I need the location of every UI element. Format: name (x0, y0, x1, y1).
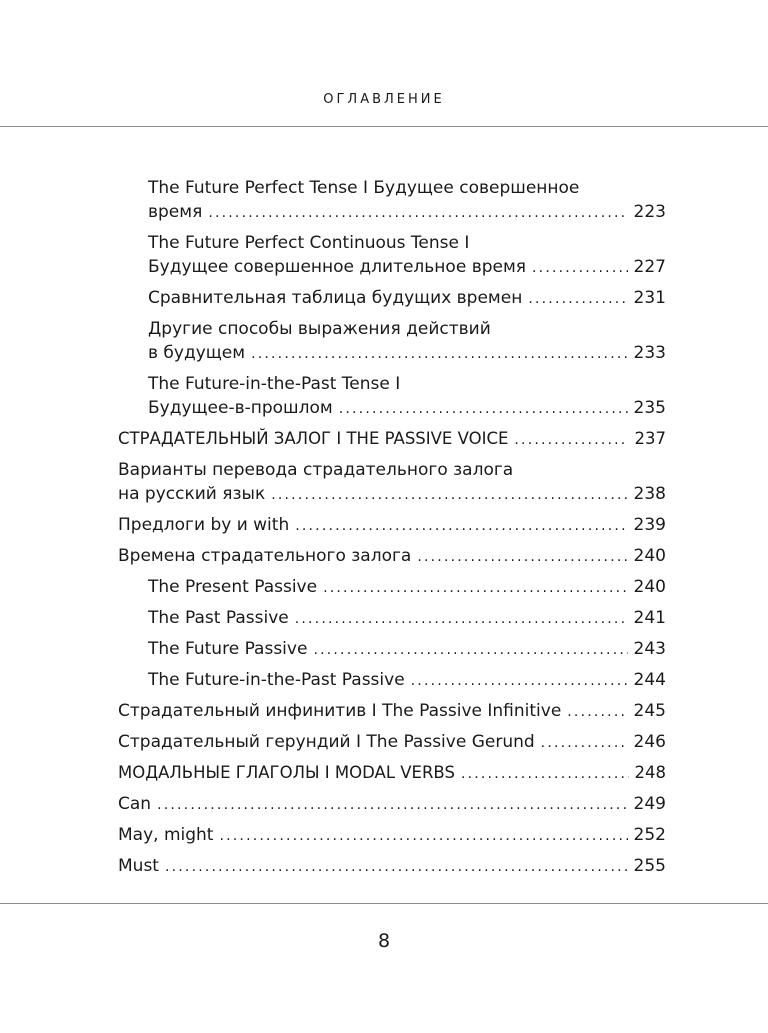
toc-entry-title: Can (118, 794, 152, 814)
toc-page-number: 246 (633, 732, 666, 752)
toc-page-number: 235 (633, 398, 666, 418)
toc-entry-title: СТРАДАТЕЛЬНЫЙ ЗАЛОГ I THE PASSIVE VOICE (118, 429, 509, 448)
toc-entry-title: Сравнительная таблица будущих времен (148, 288, 523, 308)
toc-entry[interactable] (118, 668, 666, 693)
toc-entry-title: Страдательный герундий I The Passive Gerund (118, 732, 535, 752)
toc-entry[interactable] (118, 792, 666, 817)
toc-entry-title: The Future-in-the-Past Passive (148, 670, 405, 690)
toc-page-number: 239 (633, 515, 666, 535)
toc-entry[interactable] (118, 854, 666, 879)
toc-page-number: 252 (633, 825, 666, 845)
page-number: 8 (377, 930, 391, 952)
toc-entry-title: в будущем (148, 343, 246, 363)
toc-entry[interactable] (118, 544, 666, 569)
toc-page-number: 248 (634, 763, 666, 782)
dot-leader (323, 576, 627, 600)
toc-entry[interactable] (118, 231, 666, 280)
dot-leader (251, 342, 627, 366)
dot-leader (313, 638, 627, 662)
toc-entry-title: Будущее-в-прошлом (148, 398, 333, 418)
page-header-title: ОГЛАВЛЕНИЕ (323, 92, 445, 107)
toc-entry[interactable] (118, 513, 666, 538)
toc-entry[interactable] (118, 823, 666, 848)
toc-entry[interactable] (118, 606, 666, 631)
toc-entry-title: Предлоги by и with (118, 515, 290, 535)
toc-entry[interactable] (118, 699, 666, 724)
toc-page-number: 240 (633, 577, 666, 597)
dot-leader (567, 700, 627, 724)
dot-leader (157, 793, 627, 817)
dot-leader (514, 428, 628, 452)
toc-section-entry[interactable] (118, 761, 666, 786)
toc-page-number: 255 (633, 856, 666, 876)
toc-entry-title: The Past Passive (148, 608, 289, 628)
dot-leader (541, 731, 628, 755)
toc-entry-title-line1: The Future-in-the-Past Tense I (148, 374, 401, 394)
toc-entry[interactable] (118, 317, 666, 366)
dot-leader (532, 256, 628, 280)
toc-entry[interactable] (118, 575, 666, 600)
toc-entry[interactable] (118, 458, 666, 507)
toc-page-number: 223 (633, 202, 666, 222)
dot-leader (295, 514, 627, 538)
toc-entry[interactable] (118, 372, 666, 421)
toc-page-number: 245 (633, 701, 666, 721)
toc-entry-title: Времена страдательного залога (118, 546, 412, 566)
toc-page-number: 244 (633, 670, 666, 690)
toc-entry-title: время (148, 202, 203, 222)
toc-page-number: 227 (633, 257, 666, 277)
toc-entry-title: Страдательный инфинитив I The Passive Infinitive (118, 701, 562, 721)
toc-page-number: 240 (633, 546, 666, 566)
toc-entry-title-line1: Варианты перевода страдательного залога (118, 460, 514, 480)
toc-entry-title-line1: The Future Perfect Continuous Tense I (148, 233, 470, 253)
dot-leader (417, 545, 627, 569)
dot-leader (461, 762, 629, 786)
toc-entry[interactable] (118, 286, 666, 311)
toc-page-number: 241 (633, 608, 666, 628)
toc-entry-title: Must (118, 856, 159, 876)
toc-page-number: 249 (633, 794, 666, 814)
toc-page-number: 238 (633, 484, 666, 504)
dot-leader (271, 483, 627, 507)
dot-leader (411, 669, 628, 693)
footer-divider (0, 903, 768, 904)
dot-leader (339, 397, 628, 421)
toc-page-number: 243 (633, 639, 666, 659)
dot-leader (219, 824, 627, 848)
toc-page-number: 233 (633, 343, 666, 363)
header-divider (0, 126, 768, 127)
toc-section-entry[interactable] (118, 427, 666, 452)
toc-entry[interactable] (118, 176, 666, 225)
dot-leader (208, 201, 627, 225)
dot-leader (165, 855, 628, 879)
toc-entry[interactable] (118, 730, 666, 755)
toc-entry-title: The Present Passive (148, 577, 318, 597)
dot-leader (295, 607, 628, 631)
toc-entry-title-line1: Другие способы выражения действий (148, 319, 491, 339)
toc-entry-title: Будущее совершенное длительное время (148, 257, 527, 277)
toc-entry-title: The Future Passive (148, 639, 308, 659)
toc-page-number: 237 (634, 429, 666, 448)
toc-entry-title: на русский язык (118, 484, 266, 504)
toc-page-number: 231 (633, 288, 666, 308)
toc-entry-title: МОДАЛЬНЫЕ ГЛАГОЛЫ I MODAL VERBS (118, 763, 455, 782)
table-of-contents (118, 176, 666, 885)
toc-entry-title: May, might (118, 825, 214, 845)
toc-entry[interactable] (118, 637, 666, 662)
toc-entry-title-line1: The Future Perfect Tense I Будущее совершенное (148, 178, 580, 198)
dot-leader (528, 287, 627, 311)
